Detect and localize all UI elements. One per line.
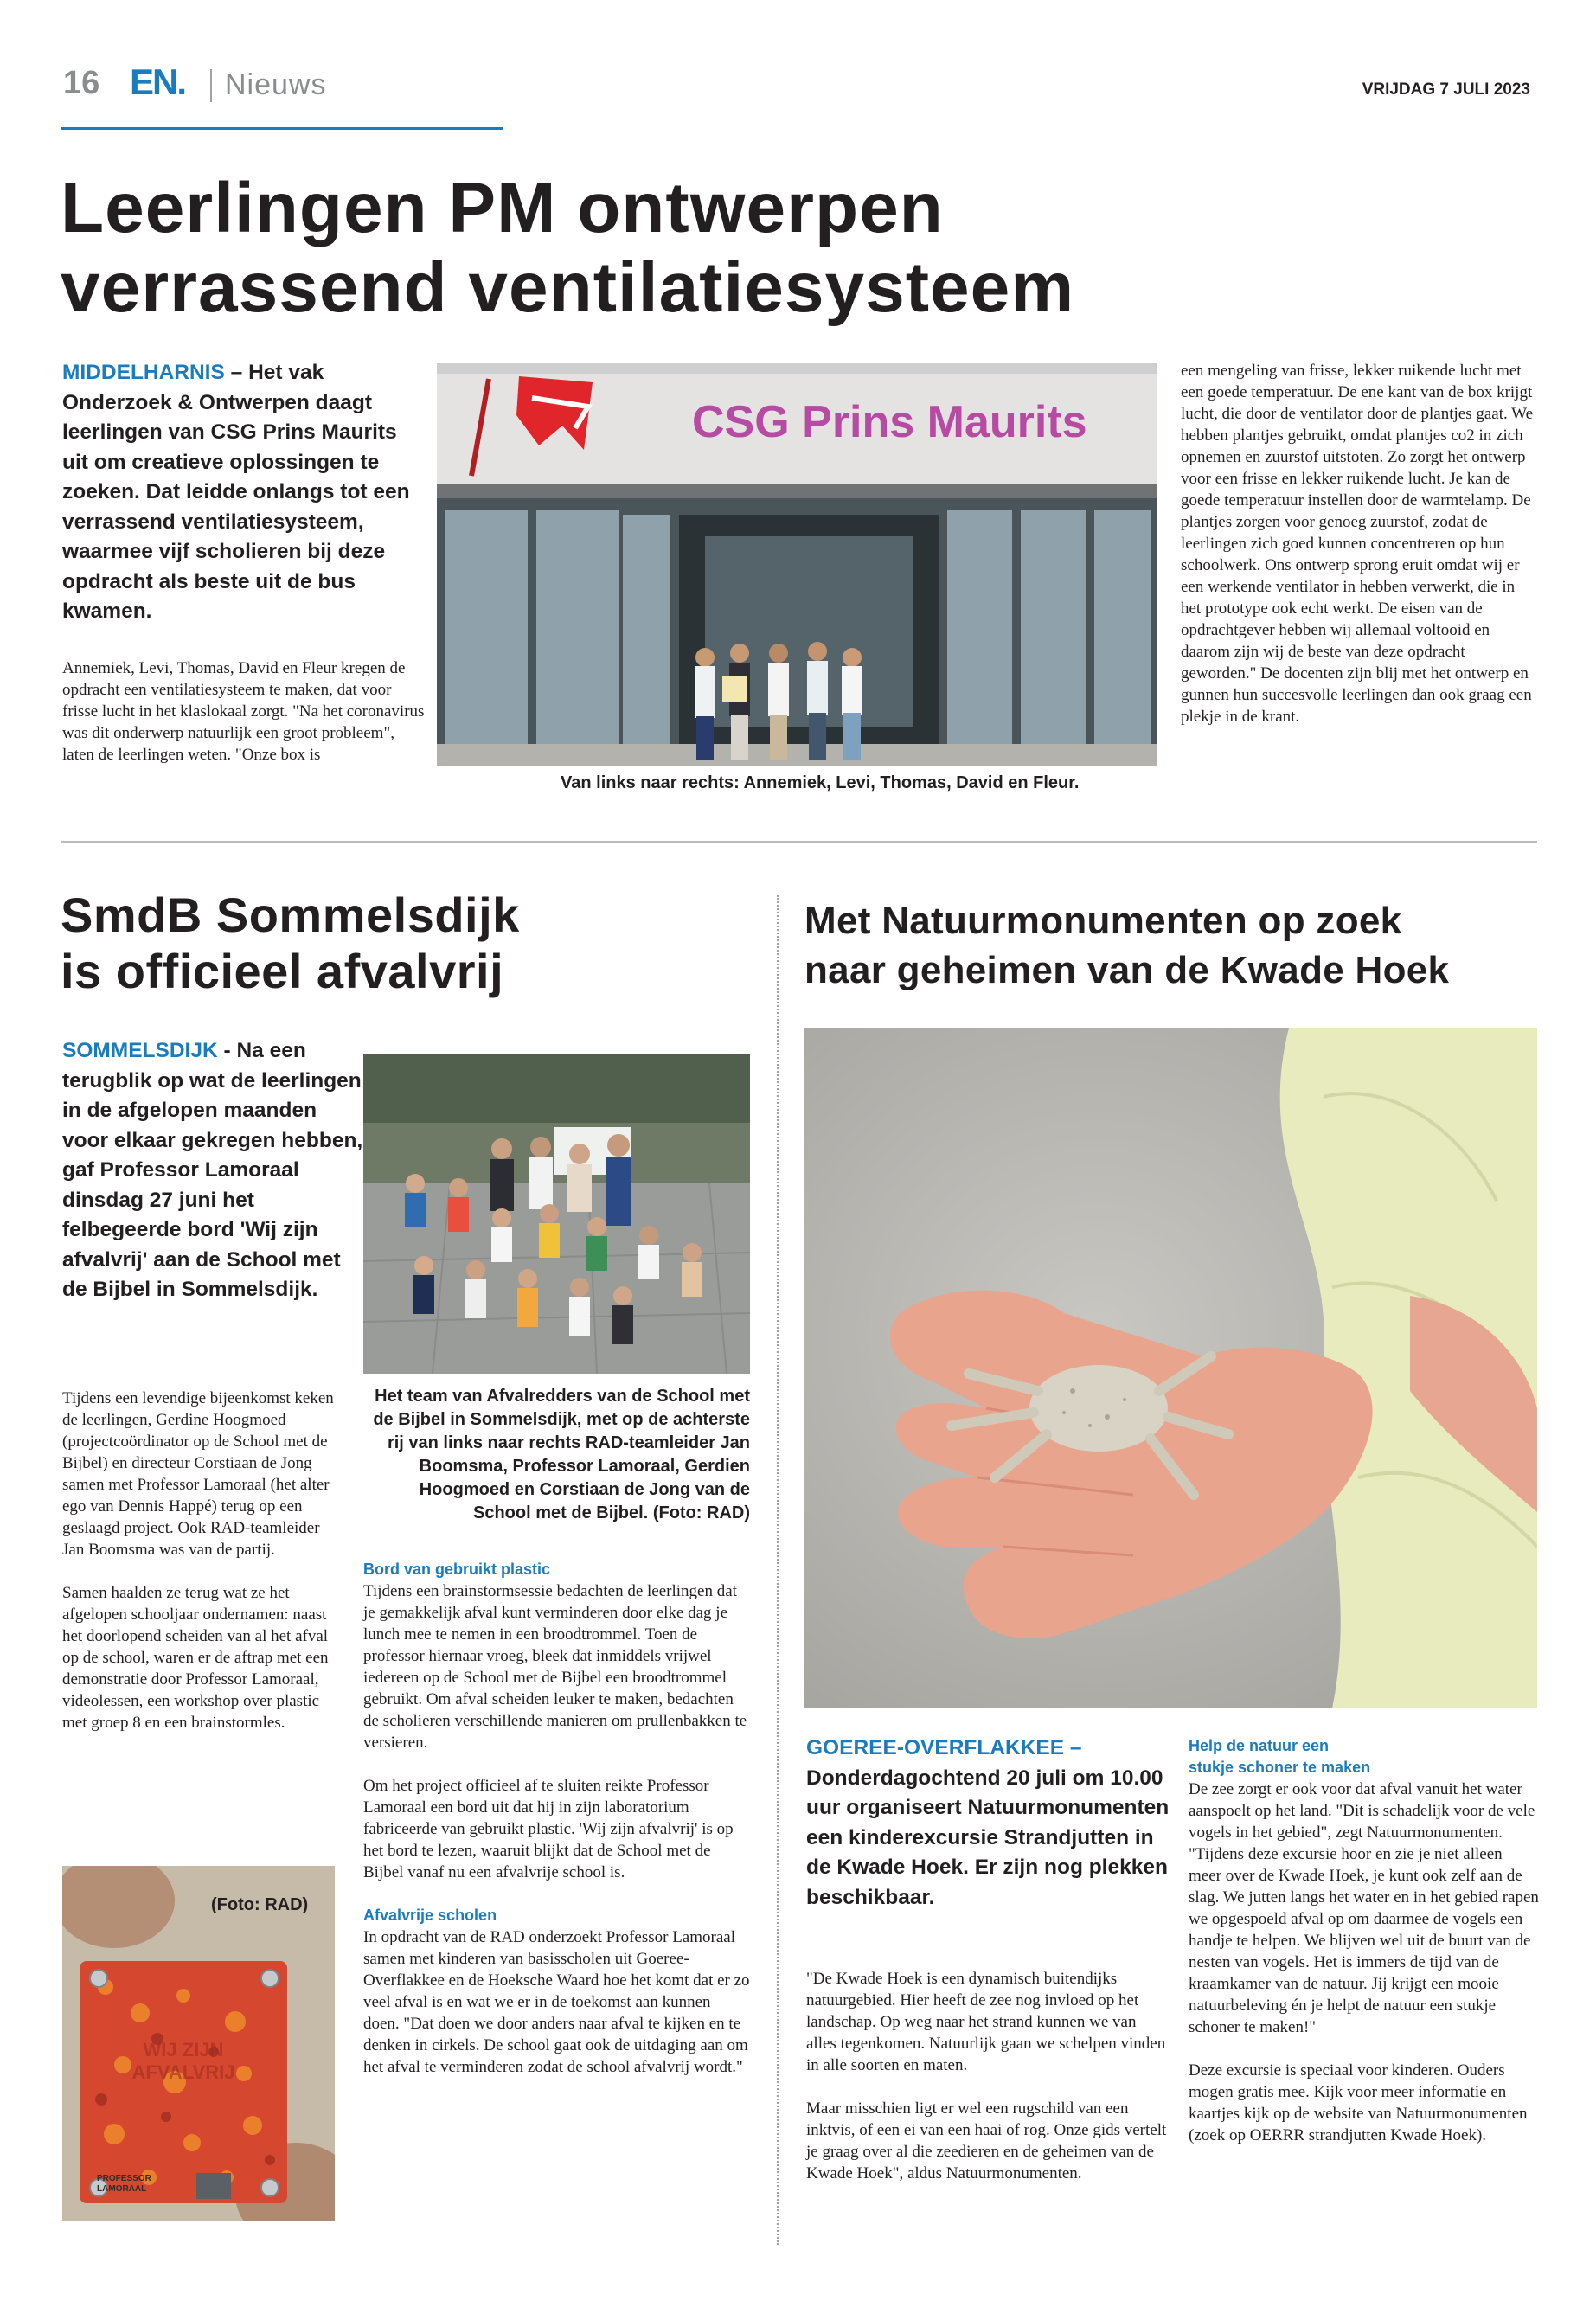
article1-body-col3: een mengeling van frisse, lekker ruikende lucht met een goede temperatuur. De ene kant van de box krijgt lucht, die door de ventilator door de plantjes gaat. We hebben plantjes gebruikt, omdat plantjes co2 in zich opnemen en zuurstof uitstoten. Zo zorgt het ontwerp voor een frisse en lekker ruikende lucht. Je kan de goede temperatuur instellen door de warmtelamp. De plantjes zorgen voor genoeg zuurstof, zodat de leerlingen zich goed kunnen concentreren op hun schoolwerk. Ons ontwerp sprong eruit omdat wij er een werkende ventilator in hebben verwerkt, die in het prototype ook echt werkt. De eisen van de opdrachtgever hebben wij allemaal voltooid en daarom zijn wij de beste van deze opdracht geworden." De docenten zijn blij met het ontwerp en gunnen hun succesvolle leerlingen dan ook graag een plekje in de krant.: [1181, 362, 1534, 726]
group-photo: [363, 1054, 750, 1374]
article1-photo-caption: Van links naar rechts: Annemiek, Levi, Thomas, David en Fleur.: [561, 773, 1080, 792]
subhead-afvalvrij: Afvalvrije scholen: [363, 1907, 497, 1924]
issue-date: VRIJDAG 7 JULI 2023: [1362, 80, 1530, 99]
group-photo-caption: Het team van Afvalredders van de School met de Bijbel in Sommelsdijk, met op de achterste rij van links naar rechts RAD-teamleider Jan Boomsma, Professor Lamoraal, Gerdien Hoogmoed en Corstiaan de Jong van de School met de Bijbel. (Foto: RAD): [373, 1387, 750, 1522]
article2-body-col1: Tijdens een levendige bijeenkomst keken de leerlingen, Gerdine Hoogmoed (projectcoördinator op de School met de Bijbel) en directeur Corstiaan de Jong samen met Professor Lamoraal (het alter ego van Dennis Happé) terug op een geslaagd project. Ook RAD-teamleider Jan Boomsma was van de partij. Samen haalden ze terug wat ze het afgelopen schooljaar ondernamen: naast het doorlopend scheiden van al het afval op de school, waren er de aftrap met een demonstratie door Professor Lamoraal, videolessen, een workshop over plastic met groep 8 en een brainstormles.: [62, 1389, 334, 1732]
sign-plaque: PROFESSOR LAMORAAL: [97, 2174, 151, 2194]
header-rule: [61, 127, 503, 130]
article3-headline: Met Natuurmonumenten op zoek naar geheimen van de Kwade Hoek: [804, 900, 1450, 991]
photo2-credit: (Foto: RAD): [211, 1895, 309, 1914]
article1-lead: MIDDELHARNIS – Het vak Onderzoek & Ontwerpen daagt leerlingen van CSG Prins Maurits uit om creatieve oplossingen te zoeken. Dat leidde onlangs tot een verrassend ventilatiesysteem, waarmee vijf scholieren bij deze opdracht als beste uit de bus kwamen.: [62, 361, 410, 623]
school-sign: CSG Prins Maurits: [692, 397, 1087, 447]
section-divider: [61, 841, 1537, 843]
article2-dateline: SOMMELSDIJK: [62, 1039, 218, 1062]
subhead-help: Help de natuur een stukje schoner te maken: [1189, 1737, 1371, 1776]
article2-headline: SmdB Sommelsdijk is officieel afvalvrij: [61, 888, 520, 998]
article1-dateline: MIDDELHARNIS: [62, 361, 225, 384]
article3-dateline: GOEREE-OVERFLAKKEE –: [806, 1736, 1082, 1759]
article2-body-col2: Bord van gebruikt plastic Tijdens een brainstormsessie bedachten de leerlingen dat je gemakkelijk afval kunt verminderen door elke dag je lunch mee te nemen in een broodtrommel. Toen de professor hiernaar vroeg, bleek dat inmiddels vrijwel iedereen op de School met de Bijbel een broodtrommel gebruikt. Om afval scheiden leuker te maken, bedachten de scholieren verschillende manieren om prullenbakken te versieren. Om het project officieel af te sluiten reikte Professor Lamoraal een bord uit dat hij in zijn laboratorium fabriceerde van gebruikt plastic. 'Wij zijn afvalvrij' is op het bord te lezen, waaruit blijkt dat de School met de Bijbel vanaf nu een afvalvrije school is. Afvalvrije scholen In opdracht van de RAD onderzoekt Professor Lamoraal samen met kinderen van basisscholen uit Goeree-Overflakkee en de Hoeksche Waard hoe het komt dat er zo veel afval is en wat we er in de toekomst aan kunnen doen. "Dat doen we door anders naar afval te kijken en te denken in cirkels. De school gaat ook de uitdaging aan om het afval te verminderen zodat de school afvalvrij wordt.": [363, 1561, 750, 2076]
plastic-sign-photo: [62, 1866, 335, 2221]
page-number: 16: [63, 65, 100, 101]
subhead-bord: Bord van gebruikt plastic: [363, 1561, 551, 1578]
article1-body-col1: Annemiek, Levi, Thomas, David en Fleur kregen de opdracht een ventilatiesysteem te maken, dat voor frisse lucht in het klaslokaal zorgt. "Na het coronavirus was dit onderwerp natuurlijk een groot probleem", laten de leerlingen weten. "Onze box is: [62, 659, 425, 764]
article3-lead: GOEREE-OVERFLAKKEE – Donderdagochtend 20 juli om 10.00 uur organiseert Natuurmonumenten een kinderexcursie Strandjutten in de Kwade Hoek. Er zijn nog plekken beschikbaar.: [806, 1736, 1170, 1909]
sign-lettering: WIJ ZIJN AFVALVRIJ: [131, 2039, 235, 2083]
crab-hand-photo: [804, 1028, 1537, 1708]
column-divider: [777, 895, 779, 2245]
article2-lead: SOMMELSDIJK - Na een terugblik op wat de leerlingen in de afgelopen maanden voor elkaar gekregen hebben, gaf Professor Lamoraal dinsdag 27 juni het felbegeerde bord 'Wij zijn afvalvrij' aan de School met de Bijbel in Sommelsdijk.: [62, 1039, 363, 1301]
article3-body-col1: "De Kwade Hoek is een dynamisch buitendijks natuurgebied. Hier heeft de zee nog invloed op het landschap. Op weg naar het strand kunnen we van alles tegenkomen. Natuurlijk gaan we schelpen vinden in alle soorten en maten. Maar misschien ligt er wel een rugschild van een inktvis, of een ei van een haai of rog. Onze gids vertelt je graag over al die zeedieren en de geheimen van de Kwade Hoek", aldus Natuurmonumenten.: [806, 1970, 1167, 2182]
section-label: Nieuws: [225, 68, 327, 101]
article1-headline: Leerlingen PM ontwerpen verrassend ventilatiesysteem: [61, 169, 1075, 327]
header-divider: [210, 69, 212, 102]
article3-body-col2: Help de natuur een stukje schoner te maken De zee zorgt er ook voor dat afval vanuit het water aanspoelt op het land. "Dit is schadelijk voor de vele vogels in het gebied", zegt Natuurmonumenten. "Tijdens deze excursie hoor en zie je niet alleen meer over de Kwade Hoek, je kunt ook zelf aan de slag. We jutten langs het water en in het gebied rapen we opgespoeld afval op om daarmee de vogels een handje te helpen. We blijven wel uit de buurt van de nesten van vogels. Het is immers de tijd van de kraamkamer van de natuur. Jij krijgt een mooie natuurbeleving én je helpt de natuur een stukje schoner te maken!" Deze excursie is speciaal voor kinderen. Ouders mogen gratis mee. Kijk voor meer informatie en kaartjes kijk op de website van Natuurmonumenten (zoek op OERRR strandjutten Kwade Hoek).: [1189, 1737, 1539, 2144]
en-logo: EN.: [130, 61, 186, 102]
school-entrance-photo: [437, 363, 1157, 766]
